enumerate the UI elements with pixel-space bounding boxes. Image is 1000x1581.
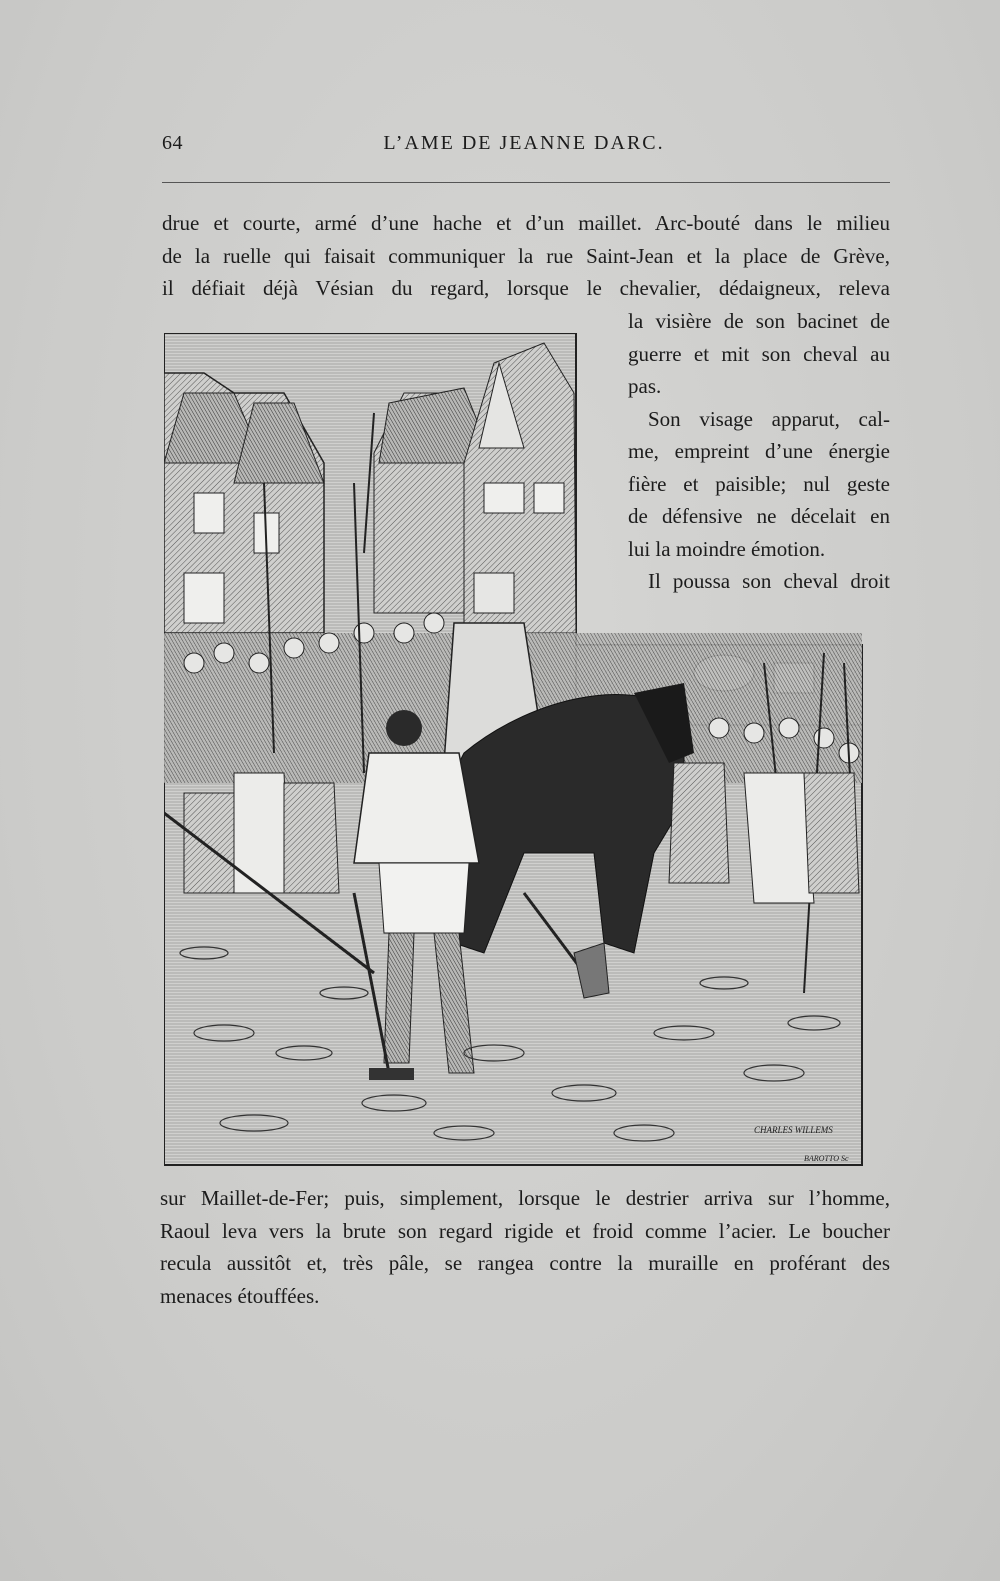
text-line: pas. (628, 374, 662, 398)
text-line: drue et courte, armé d’une hache et d’un maillet. Arc-bouté dans le milieu (162, 211, 890, 235)
text-line: menaces étouffées. (160, 1283, 320, 1308)
page-header (162, 132, 886, 162)
running-title: L’AME DE JEANNE DARC. (383, 132, 665, 154)
text-line: recula aussitôt et, très pâle, se rangea contre la muraille en proférant des (160, 1251, 890, 1275)
text-line: fière et paisible; nul geste (628, 471, 890, 496)
paragraph-bottom (160, 1182, 890, 1312)
text-line: me, empreint d’une énergie (628, 439, 890, 463)
artist-signature: CHARLES WILLEMS (754, 1125, 833, 1135)
header-rule (162, 182, 890, 183)
soldiers-right (669, 763, 859, 903)
text-line: de la ruelle qui faisait communiquer la rue Saint-Jean et la place de Grève, (162, 243, 890, 268)
text-line: il défiait déjà Vésian du regard, lorsque le chevalier, dédaigneux, releva (162, 276, 890, 300)
text-line: Il poussa son cheval droit (648, 569, 890, 593)
text-line: de défensive ne décelait en (628, 504, 890, 528)
text-line: Son visage apparut, cal- (648, 406, 890, 431)
text-line: sur Maillet-de-Fer; puis, simplement, lorsque le destrier arriva sur l’homme, (160, 1186, 890, 1210)
page-number: 64 (162, 132, 183, 154)
paragraph-top (162, 207, 890, 305)
text-line: Raoul leva vers la brute son regard rigide et froid comme l’acier. Le boucher (160, 1218, 890, 1243)
engraving-illustration (164, 333, 864, 1167)
engraving-svg (164, 333, 864, 1167)
text-line: guerre et mit son cheval au (628, 341, 890, 366)
text-line: la visière de son bacinet de (628, 309, 890, 333)
text-line: lui la moindre émotion. (628, 536, 826, 561)
engraver-signature: BAROTTO Sc (804, 1154, 849, 1163)
